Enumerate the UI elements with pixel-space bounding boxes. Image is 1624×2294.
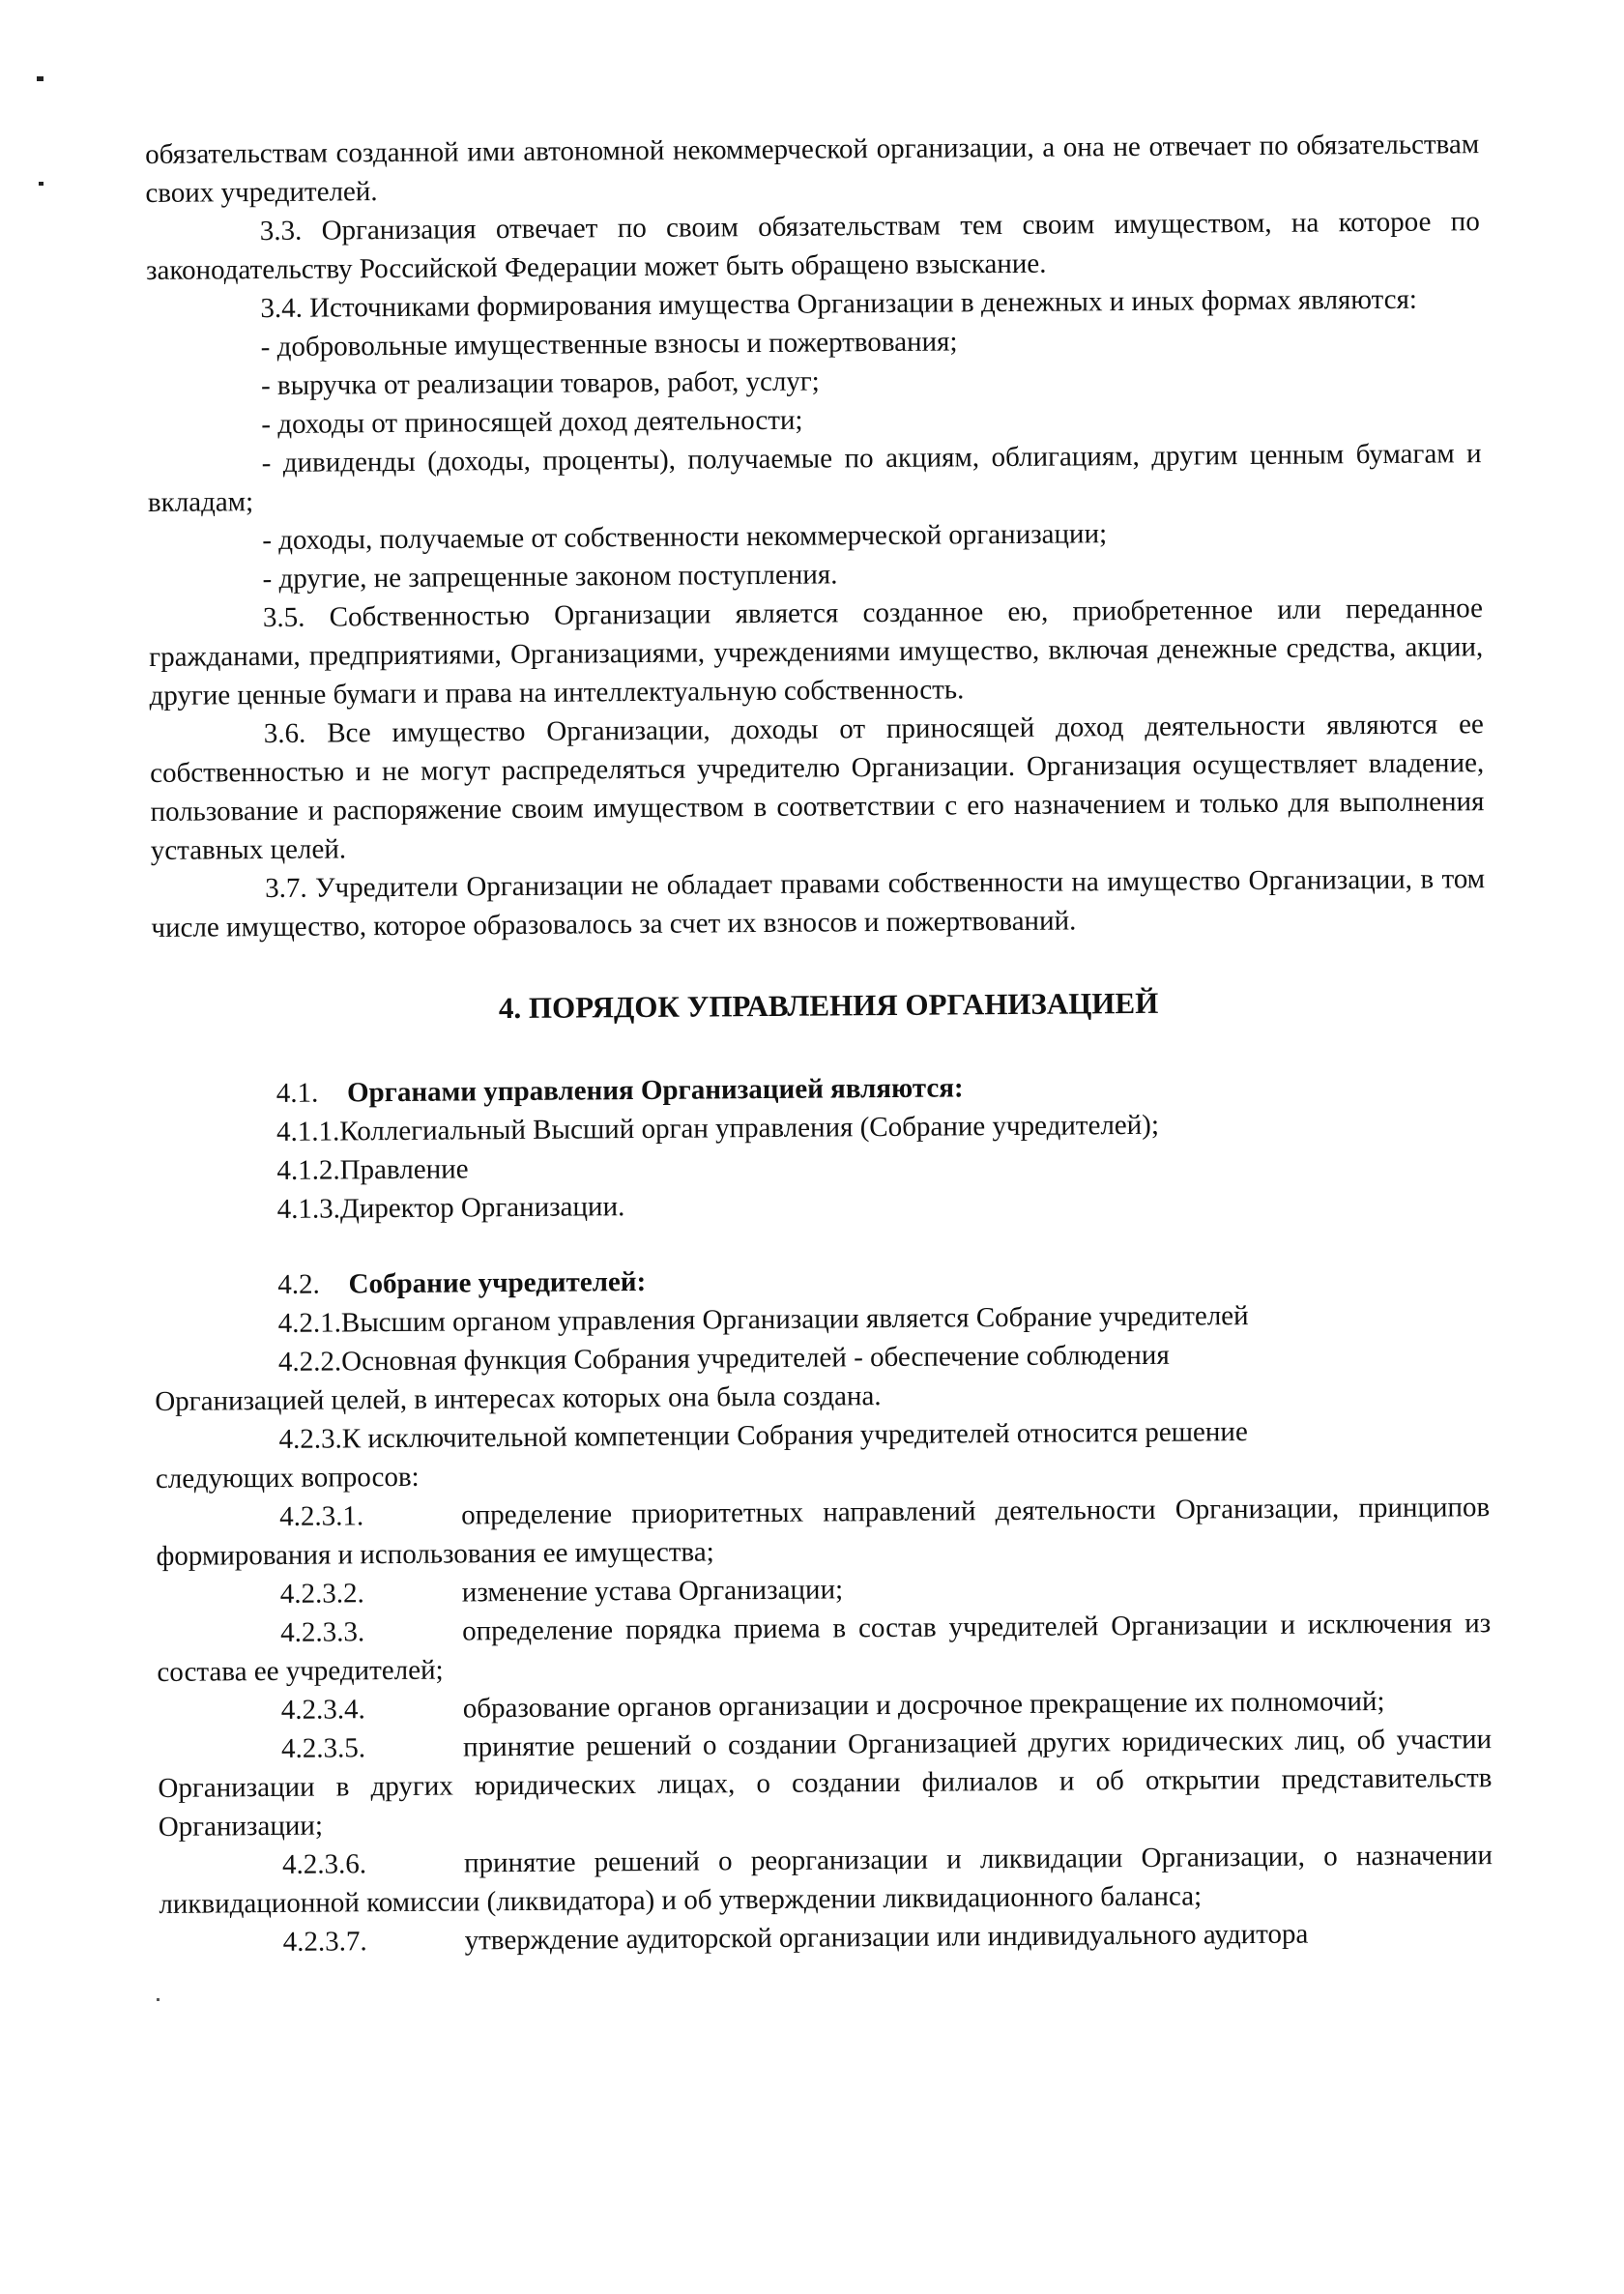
- paragraph-rest: следующих вопросов:: [155, 1461, 420, 1495]
- paragraph-4-2-2: [155, 1333, 1490, 1421]
- paragraph-3-3: 3.3. Организация отвечает по своим обязательствам тем своим имуществом, на которое по законодательству Российской Федерации может быть обращено взыскание.: [145, 206, 1480, 286]
- paragraph-3-6: 3.6. Все имущество Организации, доходы от приносящей доход деятельности являются ее собственностью и не могут распределяться учредителю Организации. Организация осуществляет владение, пользование и распоряжение своим имуществом в соответствии с его назначением и только для выполнения уставных целей.: [150, 709, 1485, 866]
- paragraph-lead: 4.2.3.К исключительной компетенции Собрания учредителей относится решение: [278, 1416, 1248, 1455]
- list-item: - другие, не запрещенные законом поступления.: [262, 559, 838, 595]
- item-text: принятие решений о реорганизации и ликвидации Организации, о назначении ликвидационной комиссии (ликвидатора) и об утверждении ликвидационного баланса;: [159, 1840, 1494, 1920]
- paragraph-4-2-3: [155, 1410, 1490, 1498]
- item-number: 4.2.3.4.: [280, 1694, 365, 1726]
- list-item: - выручка от реализации товаров, работ, услуг;: [260, 365, 820, 402]
- item-text: принятие решений о создании Организацией других юридических лиц, об участии Организации в других юридических лицах, о создании филиалов и об открытии представительств Организации;: [158, 1724, 1493, 1843]
- scan-speck: [157, 1998, 160, 2001]
- paragraph-4-2-1: 4.2.1.Высшим органом управления Организации является Собрание учредителей: [277, 1300, 1249, 1339]
- item-text: утверждение аудиторской организации или индивидуального аудитора: [464, 1918, 1309, 1957]
- section-4-title: 4. ПОРЯДОК УПРАВЛЕНИЯ ОРГАНИЗАЦИЕЙ: [498, 985, 1159, 1026]
- list-item: [156, 1488, 1491, 1576]
- item-number: 4.2.3.3.: [280, 1616, 365, 1648]
- paragraph-lead: 4.2.2.Основная функция Собрания учредителей - обеспечение соблюдения: [277, 1339, 1170, 1378]
- scan-speck: [37, 76, 44, 81]
- list-item: [159, 1836, 1494, 1924]
- item-text: образование органов организации и досрочное прекращение их полномочий;: [462, 1685, 1385, 1725]
- heading-number: 4.2.: [277, 1268, 320, 1300]
- scan-speck: [39, 182, 44, 186]
- item-text: Правление: [339, 1153, 469, 1186]
- item-text: определение приоритетных направлений деятельности Организации, принципов формирования и использования ее имущества;: [156, 1492, 1491, 1572]
- heading-title: Собрание учредителей:: [348, 1265, 647, 1300]
- paragraph-3-7: 3.7. Учредители Организации не обладает правами собственности на имущество Организации, в том числе имущество, которое образовалось за счет их взносов и пожертвований.: [151, 863, 1486, 944]
- heading-title: Органами управления Организацией являются:: [346, 1072, 964, 1109]
- item-text: Коллегиальный Высший орган управления (Собрание учредителей);: [339, 1109, 1160, 1147]
- item-text: определение порядка приема в состав учредителей Организации и исключения из состава ее учредителей;: [157, 1608, 1492, 1688]
- paragraph-intro: обязательствам созданной ими автономной некоммерческой организации, а она не отвечает по обязательствам своих учредителей.: [145, 129, 1480, 209]
- list-item: - добровольные имущественные взносы и пожертвования;: [260, 326, 958, 363]
- list-item: [158, 1720, 1493, 1846]
- item-text: Директор Организации.: [339, 1191, 625, 1225]
- paragraph-3-5: 3.5. Собственностью Организации является созданное ею, приобретенное или переданное гражданами, предприятиями, Организациями, учреждениями имущество, включая денежные средства, акции, другие ценные бумаги и права на интеллектуальную собственность.: [149, 593, 1484, 711]
- document-body: [145, 125, 1494, 1962]
- item-number: 4.2.3.1.: [279, 1500, 364, 1532]
- item-number: 4.1.3.: [276, 1193, 341, 1225]
- heading-number: 4.1.: [276, 1077, 319, 1109]
- item-number: 4.1.1.: [276, 1116, 340, 1147]
- item-text: изменение устава Организации;: [461, 1574, 844, 1609]
- list-item: - доходы от приносящей доход деятельности;: [261, 404, 803, 441]
- item-number: 4.1.2.: [276, 1154, 340, 1186]
- list-item: - дивиденды (доходы, проценты), получаемые по акциям, облигациям, другим ценным бумагам и вкладам;: [147, 438, 1482, 518]
- item-number: 4.2.3.6.: [281, 1848, 367, 1880]
- item-number: 4.2.3.2.: [279, 1578, 364, 1610]
- paragraph-rest: Организацией целей, в интересах которых она была создана.: [155, 1380, 882, 1417]
- item-number: 4.2.3.5.: [280, 1732, 366, 1764]
- list-item: [157, 1604, 1492, 1692]
- list-item: - доходы, получаемые от собственности некоммерческой организации;: [262, 518, 1108, 557]
- item-number: 4.2.3.7.: [282, 1926, 367, 1958]
- paragraph-3-4: 3.4. Источниками формирования имущества Организации в денежных и иных формах являются:: [260, 283, 1418, 325]
